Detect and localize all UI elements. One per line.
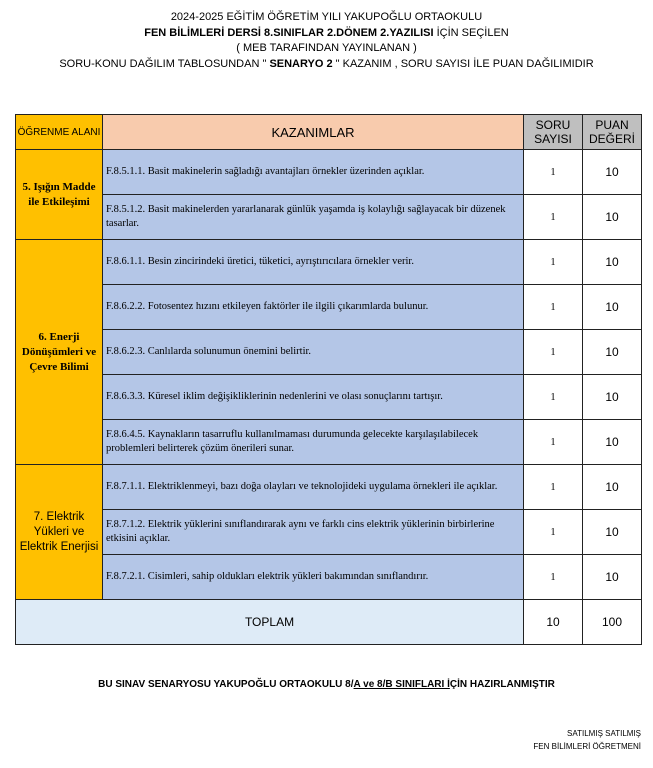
- kazanim-cell: F.8.6.1.1. Besin zincirindeki üretici, tüketici, ayrıştırıcılara örnekler verir.: [103, 240, 524, 285]
- kazanim-cell: F.8.6.4.5. Kaynakların tasarruflu kullanılmaması durumunda gelecekte karşılaşılabilecek problemleri belirterek çözüm önerileri sunar.: [103, 420, 524, 465]
- header-course: FEN BİLİMLERİ DERSİ 8.SINIFLAR 2.DÖNEM 2.YAZILISI: [144, 26, 434, 39]
- kazanim-cell: F.8.6.3.3. Küresel iklim değişikliklerinin nedenlerini ve olası sonuçlarını tartışır.: [103, 375, 524, 420]
- soru-cell: 1: [524, 375, 583, 420]
- total-soru: 10: [524, 600, 583, 645]
- kazanim-cell: F.8.7.1.1. Elektriklenmeyi, bazı doğa olayları ve teknolojideki uygulama örnekleri ile açıklar.: [103, 465, 524, 510]
- area-cell: 7. Elektrik Yükleri ve Elektrik Enerjisi: [16, 465, 103, 600]
- puan-cell: 10: [583, 375, 642, 420]
- footer-note: [0, 679, 653, 690]
- soru-cell: 1: [524, 510, 583, 555]
- header-scenario: SENARYO 2: [269, 57, 333, 70]
- teacher-name: SATILMIŞ SATILMIŞ: [567, 729, 641, 738]
- header-line-4-pre: SORU-KONU DAĞILIM TABLOSUNDAN ": [59, 57, 270, 70]
- table-row: [16, 465, 642, 510]
- header-soru: SORU SAYISI: [524, 115, 583, 150]
- distribution-table: [15, 114, 642, 645]
- table-row: [16, 240, 642, 285]
- soru-cell: 1: [524, 465, 583, 510]
- table-row: [16, 420, 642, 465]
- puan-cell: 10: [583, 420, 642, 465]
- puan-cell: 10: [583, 285, 642, 330]
- header-line-3: ( MEB TARAFINDAN YAYINLANAN ): [236, 42, 417, 54]
- puan-cell: 10: [583, 330, 642, 375]
- kazanim-cell: F.8.6.2.3. Canlılarda solunumun önemini belirtir.: [103, 330, 524, 375]
- area-cell: 5. Işığın Madde ile Etkileşimi: [16, 150, 103, 240]
- soru-cell: 1: [524, 285, 583, 330]
- header-course-suffix: İÇİN SEÇİLEN: [433, 26, 509, 39]
- table-row: [16, 330, 642, 375]
- header-kazanim: KAZANIMLAR: [103, 115, 524, 150]
- soru-cell: 1: [524, 240, 583, 285]
- signature-block: [533, 727, 641, 753]
- teacher-title: FEN BİLİMLERİ ÖĞRETMENİ: [533, 742, 641, 751]
- header-line-4: [0, 57, 653, 73]
- table-row: [16, 150, 642, 195]
- footer-classes: A ve 8/B SINIFLARI İ: [353, 679, 450, 690]
- puan-cell: 10: [583, 195, 642, 240]
- puan-cell: 10: [583, 555, 642, 600]
- kazanim-cell: F.8.5.1.1. Basit makinelerin sağladığı avantajları örnekler üzerinden açıklar.: [103, 150, 524, 195]
- kazanim-cell: F.8.7.2.1. Cisimleri, sahip oldukları elektrik yükleri bakımından sınıflandırır.: [103, 555, 524, 600]
- soru-cell: 1: [524, 150, 583, 195]
- kazanim-cell: F.8.6.2.2. Fotosentez hızını etkileyen faktörler ile ilgili çıkarımlarda bulunur.: [103, 285, 524, 330]
- header-puan: PUAN DEĞERİ: [583, 115, 642, 150]
- header-line-4-post: " KAZANIM , SORU SAYISI İLE PUAN DAĞILIMIDIR: [332, 57, 594, 70]
- puan-cell: 10: [583, 150, 642, 195]
- table-row: [16, 555, 642, 600]
- kazanim-cell: F.8.5.1.2. Basit makinelerden yararlanarak günlük yaşamda iş kolaylığı sağlayacak bir düzenek tasarlar.: [103, 195, 524, 240]
- header-line-2: [0, 26, 653, 42]
- footer-post: ÇİN HAZIRLANMIŞTIR: [449, 679, 555, 690]
- total-row: [16, 600, 642, 645]
- table-row: [16, 510, 642, 555]
- soru-cell: 1: [524, 555, 583, 600]
- header-line-1: 2024-2025 EĞİTİM ÖĞRETİM YILI YAKUPOĞLU ORTAOKULU: [170, 11, 483, 23]
- soru-cell: 1: [524, 330, 583, 375]
- footer-pre: BU SINAV SENARYOSU YAKUPOĞLU ORTAOKULU 8/: [98, 679, 354, 690]
- area-cell: 6. Enerji Dönüşümleri ve Çevre Bilimi: [16, 240, 103, 465]
- header-area: ÖĞRENME ALANI: [16, 115, 103, 150]
- soru-cell: 1: [524, 420, 583, 465]
- total-puan: 100: [583, 600, 642, 645]
- puan-cell: 10: [583, 510, 642, 555]
- puan-cell: 10: [583, 465, 642, 510]
- kazanim-cell: F.8.7.1.2. Elektrik yüklerini sınıflandırarak aynı ve farklı cins elektrik yüklerinin birbirlerine etkisini açıklar.: [103, 510, 524, 555]
- document-header: [0, 10, 653, 72]
- soru-cell: 1: [524, 195, 583, 240]
- table-header-row: [16, 115, 642, 150]
- table-row: [16, 285, 642, 330]
- total-label: TOPLAM: [16, 600, 524, 645]
- table-row: [16, 375, 642, 420]
- puan-cell: 10: [583, 240, 642, 285]
- table-row: [16, 195, 642, 240]
